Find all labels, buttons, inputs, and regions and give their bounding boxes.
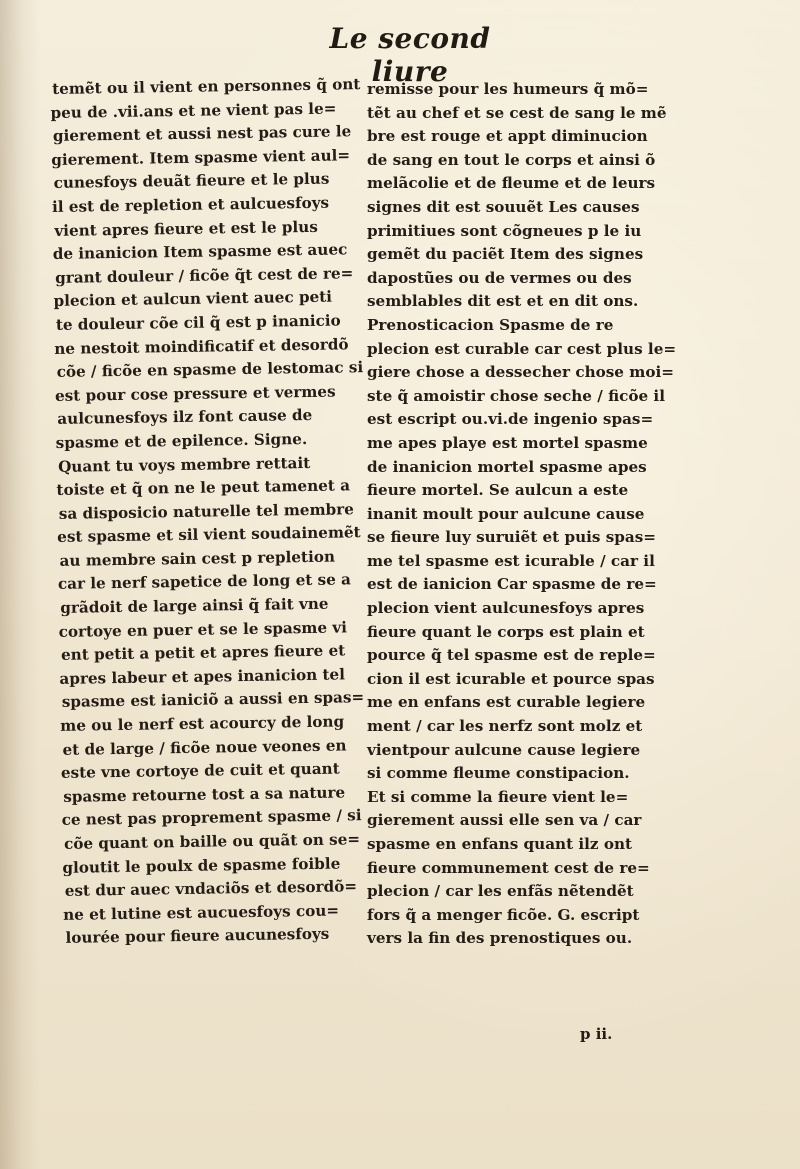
left-column-line: sa disposicio naturelle tel membre bbox=[58, 499, 354, 523]
right-column-line: semblables dit est et en dit ons. bbox=[367, 292, 639, 311]
left-column-line: et de large / ficõe noue veones en bbox=[62, 736, 347, 759]
left-column-line: aulcunesfoys ilz font cause de bbox=[57, 406, 313, 429]
left-column-line: gierement et aussi nest pas cure le bbox=[52, 122, 352, 146]
left-column-line: cortoye en puer et se le spasme vi bbox=[58, 618, 348, 641]
left-column-line: spasme retourne tost a sa nature bbox=[63, 783, 346, 806]
left-text-column bbox=[50, 73, 364, 951]
right-column-line: Et si comme la fieure vient le= bbox=[367, 787, 629, 806]
left-column-line: vient apres fieure et est le plus bbox=[54, 217, 318, 240]
binding-shadow bbox=[0, 0, 40, 1169]
left-column-line: gierement. Item spasme vient aul= bbox=[51, 146, 351, 169]
running-head: Le second liure bbox=[329, 22, 491, 88]
right-column-line: signes dit est souuẽt Les causes bbox=[367, 197, 640, 216]
left-column-line: gloutit le poulx de spasme foible bbox=[62, 854, 341, 877]
right-column-line: me tel spasme est icurable / car il bbox=[367, 551, 655, 570]
left-column-line: toiste et q̃ on ne le peut tamenet a bbox=[56, 476, 351, 500]
right-column-line: est escript ou.vi.de ingenio spas= bbox=[367, 410, 654, 429]
left-column-line: est dur auec vndaciõs et desordõ= bbox=[64, 877, 358, 901]
right-column-line: cion il est icurable et pource spas bbox=[367, 669, 655, 688]
right-column-line: remisse pour les humeurs q̃ mõ= bbox=[367, 80, 649, 98]
right-column-line: primitiues sont cõgneues p le iu bbox=[367, 221, 642, 240]
right-column-line: fieure quant le corps est plain et bbox=[367, 622, 645, 641]
left-column-line: peu de .vii.ans et ne vient pas le= bbox=[50, 99, 337, 122]
right-column-line: spasme en enfans quant ilz ont bbox=[367, 835, 633, 853]
left-column-line: me ou le nerf est acourcy de long bbox=[60, 712, 345, 735]
left-column-line: grãdoit de large ainsi q̃ fait vne bbox=[60, 594, 329, 617]
left-column-line: cõe / ficõe en spasme de lestomac si bbox=[56, 358, 364, 382]
right-column-line: fieure communement cest de re= bbox=[367, 858, 650, 877]
right-column-line: de sang en tout le corps et ainsi õ bbox=[367, 150, 656, 169]
right-column-line: Prenosticacion Spasme de re bbox=[367, 315, 614, 334]
right-column-line: inanit moult pour aulcune cause bbox=[367, 504, 645, 523]
left-column-line: Quant tu voys membre rettait bbox=[57, 453, 311, 476]
left-column-line: cõe quant on baille ou quãt on se= bbox=[63, 830, 361, 853]
right-column-line: de inanicion mortel spasme apes bbox=[367, 457, 647, 476]
left-column-line: este vne cortoye de cuit et quant bbox=[60, 759, 340, 783]
right-column-line: ste q̃ amoistir chose seche / ficõe il bbox=[367, 386, 665, 405]
right-column-line: si comme fleume constipacion. bbox=[367, 764, 630, 783]
left-column-line: te douleur cõe cil q̃ est p inanicio bbox=[55, 311, 341, 334]
right-column-line: gemẽt du paciẽt Item des signes bbox=[367, 245, 644, 264]
right-column-line: pource q̃ tel spasme est de reple= bbox=[367, 646, 656, 665]
right-column-line: dapostũes ou de vermes ou des bbox=[367, 268, 632, 287]
left-column-line: est spasme et sil vient soudainemẽt bbox=[57, 523, 361, 547]
right-column-line: se fieure luy suruiẽt et puis spas= bbox=[367, 528, 657, 547]
right-column-line: vers la fin des prenostiques ou. bbox=[367, 929, 633, 948]
left-column-line: grant douleur / ficõe q̃t cest de re= bbox=[54, 264, 354, 287]
left-column-line: ne nestoit moindificatif et desordõ bbox=[54, 334, 349, 358]
left-column-line: est pour cose pressure et vermes bbox=[54, 382, 336, 405]
left-column-line: plecion et aulcun vient auec peti bbox=[53, 287, 333, 311]
right-column-line: vientpour aulcune cause legiere bbox=[367, 740, 641, 759]
right-column-line: me apes playe est mortel spasme bbox=[367, 433, 648, 452]
right-column-line: fieure mortel. Se aulcun a este bbox=[367, 481, 629, 500]
right-column-line: gierement aussi elle sen va / car bbox=[367, 811, 642, 830]
left-column-line: ent petit a petit et apres fieure et bbox=[60, 641, 346, 665]
left-column-line: de inanicion Item spasme est auec bbox=[52, 240, 348, 264]
left-column-line: car le nerf sapetice de long et se a bbox=[57, 570, 352, 594]
left-column-line: temẽt ou il vient en personnes q̃ ont bbox=[52, 75, 361, 98]
right-column-line: tẽt au chef et se cest de sang le mẽ bbox=[367, 103, 667, 122]
right-column-line: ment / car les nerfz sont molz et bbox=[367, 717, 643, 736]
right-column-line: bre est rouge et appt diminucion bbox=[367, 127, 648, 146]
signature-mark: p ii. bbox=[580, 1025, 613, 1043]
left-column-line: ne et lutine est aucuesfoys cou= bbox=[63, 901, 340, 924]
left-column-line: ce nest pas proprement spasme / si bbox=[61, 806, 362, 830]
left-column-line: au membre sain cest p repletion bbox=[59, 547, 336, 570]
right-column-line: plecion / car les enfãs nẽtendẽt bbox=[367, 882, 634, 901]
right-column-line: est de ianicion Car spasme de re= bbox=[367, 575, 657, 594]
right-text-column bbox=[367, 78, 717, 951]
left-column-line: spasme est ianiciõ a aussi en spas= bbox=[61, 688, 365, 712]
right-column-line: giere chose a dessecher chose moi= bbox=[367, 363, 674, 382]
left-column-line: lourée pour fieure aucunesfoys bbox=[65, 925, 330, 948]
right-column-line: me en enfans est curable legiere bbox=[367, 693, 646, 712]
left-column-line: il est de repletion et aulcuesfoys bbox=[51, 193, 330, 216]
right-column-line: plecion vient aulcunesfoys apres bbox=[367, 599, 645, 618]
right-column-line: plecion est curable car cest plus le= bbox=[367, 339, 677, 358]
right-column-line: fors q̃ a menger ficõe. G. escript bbox=[367, 905, 640, 924]
left-column-line: apres labeur et apes inanicion tel bbox=[59, 665, 346, 688]
left-column-line: spasme et de epilence. Signe. bbox=[55, 429, 308, 452]
right-column-line: melãcolie et de fleume et de leurs bbox=[367, 174, 656, 193]
left-column-line: cunesfoys deuãt fieure et le plus bbox=[53, 170, 330, 193]
